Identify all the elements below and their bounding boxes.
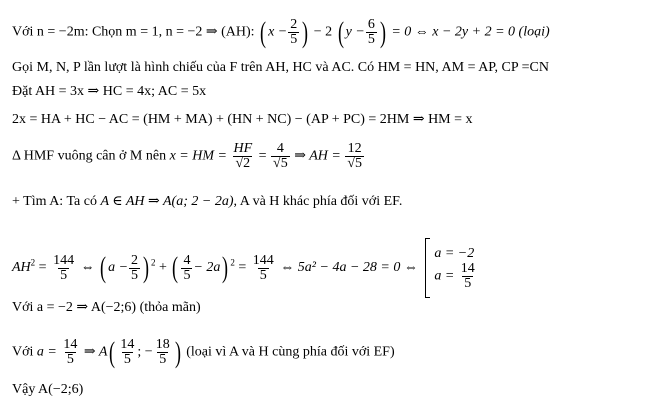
text-line-4: 2x = HA + HC − AC = (HM + MA) + (HN + NC) − (AP + PC) = 2HM ⇒ HM = x [12, 112, 473, 127]
text-line-7: $AH^2$ = $\frac{144}{5}$ ⇔ ( a − $\frac{2}{5}$ ) $^2$ + ( $\frac{4}{5}$ − 2a) $^2$ = $\frac{144}{5}$ ⇔ 5a² − 4a − 28 = 0 ⇔ a = −2 a = $\frac{14}{5}$ [12, 238, 478, 298]
line-1-prefix: Với n = −2m: Chọn m = 1, n = −2 ⇒ (AH): [12, 24, 255, 40]
text-line-6: + Tìm A: Ta có A ∈ AH ⇒ A(a; 2 − 2a), A và H khác phía đối với EF. [12, 194, 403, 209]
text-line-10: Vậy A(−2;6) [12, 382, 84, 397]
text-line-3: Đặt AH = 3x ⇒ HC = 4x; AC = 5x [12, 84, 207, 99]
text-line-5: Δ HMF vuông cân ở M nên x = HM = $\frac{HF}{√2}$ = $\frac{4}{√5}$ ⇒ AH = $\frac{12}{√5}$ [12, 141, 363, 171]
text-line-1: Với n = −2m: Chọn m = 1, n = −2 ⇒ (AH): ( x − $\frac{2}{5}$ ) − 2 ( y − $\frac{6}{5}$ ) = 0 ⇔ x − 2y + 2 = 0 (loại) [12, 15, 550, 49]
text-line-9: Với a = $\frac{14}{5}$ ⇒ A( $\frac{14}{5}$ ; − $\frac{18}{5}$ ) (loại vì A và H cùng phía đối với EF) [12, 335, 395, 369]
text-line-8: Với a = −2 ⇒ A(−2;6) (thỏa mãn) [12, 300, 201, 315]
text-line-2: Gọi M, N, P lần lượt là hình chiếu của F trên AH, HC và AC. Có HM = HN, AM = AP, CP =CN [12, 60, 549, 75]
